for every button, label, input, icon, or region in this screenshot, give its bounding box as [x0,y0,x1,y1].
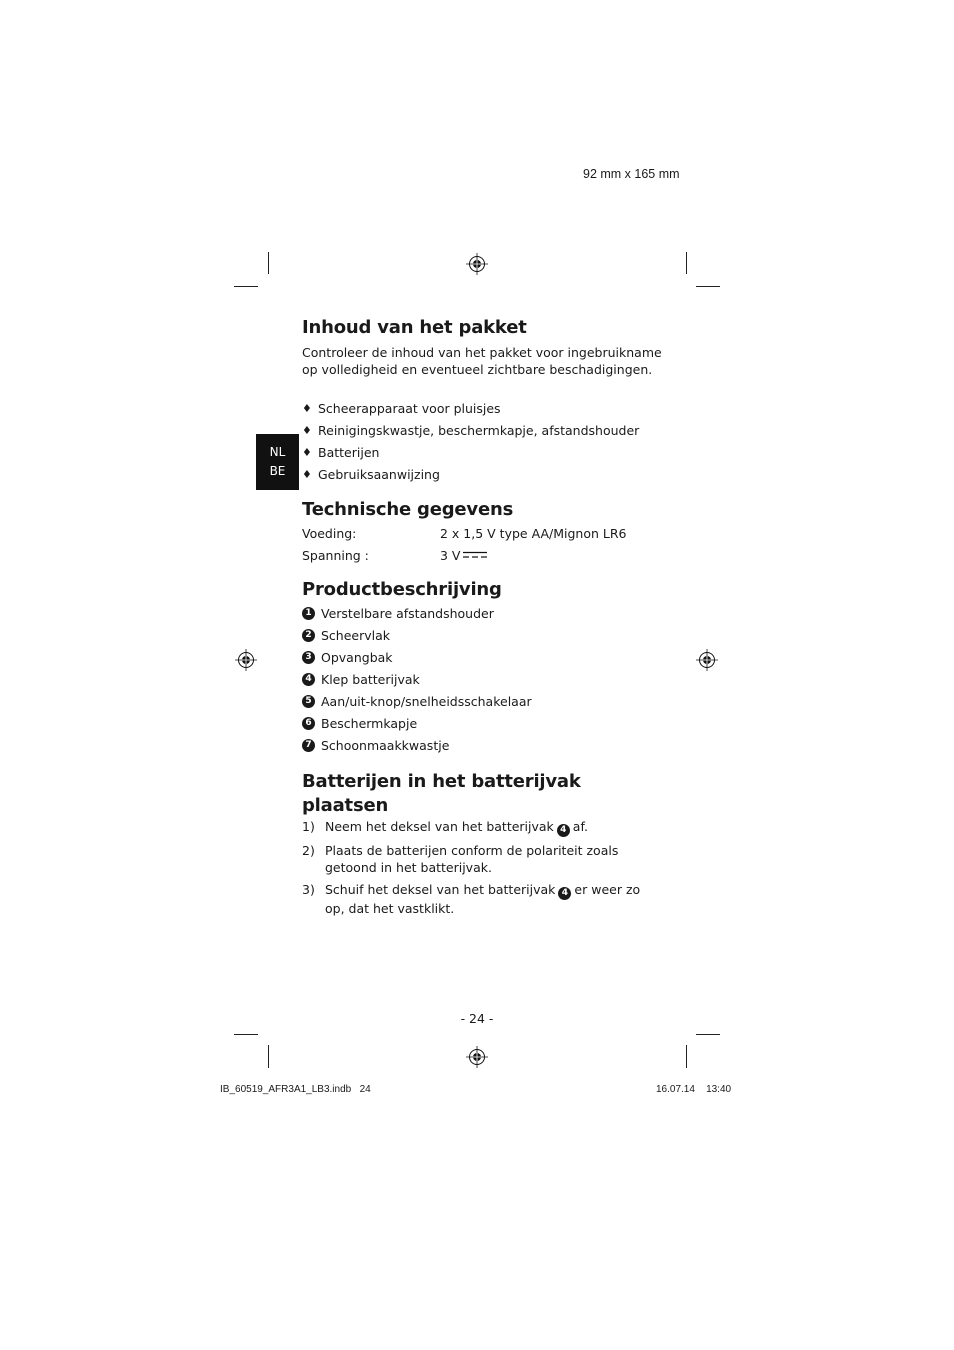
list-item: 3) Schuif het deksel van het batterijvak 4 er weer zo op, dat het vastklikt. [302,882,641,916]
print-file-page: 24 [359,1084,371,1095]
section-heading: Technische gegevens [302,499,514,520]
step-number: 1) [302,819,315,834]
list-item: 2 Scheervlak [302,624,662,646]
spec-label: Voeding: [302,525,357,541]
section-package-contents [302,316,662,485]
registration-mark-icon [466,1046,488,1068]
list-item: ♦ Batterijen [302,444,380,460]
diamond-bullet-icon: ♦ [302,445,312,459]
contents-list [302,397,662,485]
spec-row [302,522,662,544]
list-item: 2) Plaats de batterijen conform de polariteit zoals getoond in het batterijvak. [302,843,619,875]
section-heading: Productbeschrijving [302,579,502,600]
part-number-badge: 7 [302,739,315,752]
step-number: 2) [302,843,315,858]
diamond-bullet-icon: ♦ [302,467,312,481]
print-time: 13:40 [706,1084,732,1095]
spec-value: 2 x 1,5 V type AA/Mignon LR6 [440,525,627,541]
print-file-info [220,1084,371,1095]
page-content [302,316,662,917]
part-number-badge: 2 [302,629,315,642]
section-insert-batteries [302,770,662,917]
page-number: - 24 - [460,1011,494,1026]
sheet-size-label: 92 mm x 165 mm [583,167,680,181]
registration-mark-icon [466,253,488,275]
list-item: 5 Aan/uit-knop/snelheidsschakelaar [302,690,662,712]
print-timestamp [656,1084,731,1095]
section-heading: Batterijen in het batterijvak plaatsen [302,771,581,816]
registration-mark-icon [696,649,718,671]
print-file-name: IB_60519_AFR3A1_LB3.indb [220,1084,352,1095]
spec-label: Spanning : [302,547,369,563]
list-item: 7 Schoonmaakkwastje [302,734,662,756]
part-number-badge: 6 [302,717,315,730]
diamond-bullet-icon: ♦ [302,401,312,415]
direct-current-icon [463,551,487,559]
list-item: 3 Opvangbak [302,646,662,668]
parts-list [302,602,662,756]
part-number-badge: 5 [302,695,315,708]
step-number: 3) [302,882,315,897]
steps-list [302,818,662,917]
language-tab [256,434,299,490]
language-code: NL [269,445,286,459]
list-item: ♦ Scheerapparaat voor pluisjes [302,400,501,416]
language-code: BE [269,464,286,478]
list-item: 4 Klep batterijvak [302,668,662,690]
diamond-bullet-icon: ♦ [302,423,312,437]
intro-paragraph: Controleer de inhoud van het pakket voor ingebruikname op volledigheid en eventueel zichtbare beschadigingen. [302,345,662,377]
print-date: 16.07.14 [656,1084,695,1095]
list-item: ♦ Reinigingskwastje, beschermkapje, afstandshouder [302,422,640,438]
list-item: ♦ Gebruiksaanwijzing [302,466,440,482]
section-technical-data [302,498,662,566]
list-item: 1 Verstelbare afstandshouder [302,602,662,624]
part-number-badge: 4 [302,673,315,686]
section-heading: Inhoud van het pakket [302,317,527,338]
list-item: 6 Beschermkapje [302,712,662,734]
part-reference-badge: 4 [558,887,571,900]
registration-mark-icon [235,649,257,671]
part-number-badge: 3 [302,651,315,664]
part-reference-badge: 4 [557,824,570,837]
section-product-description [302,578,662,756]
list-item: 1) Neem het deksel van het batterijvak 4 af. [302,819,588,835]
spec-row [302,544,662,566]
spec-value: 3 V [440,547,461,563]
part-number-badge: 1 [302,607,315,620]
